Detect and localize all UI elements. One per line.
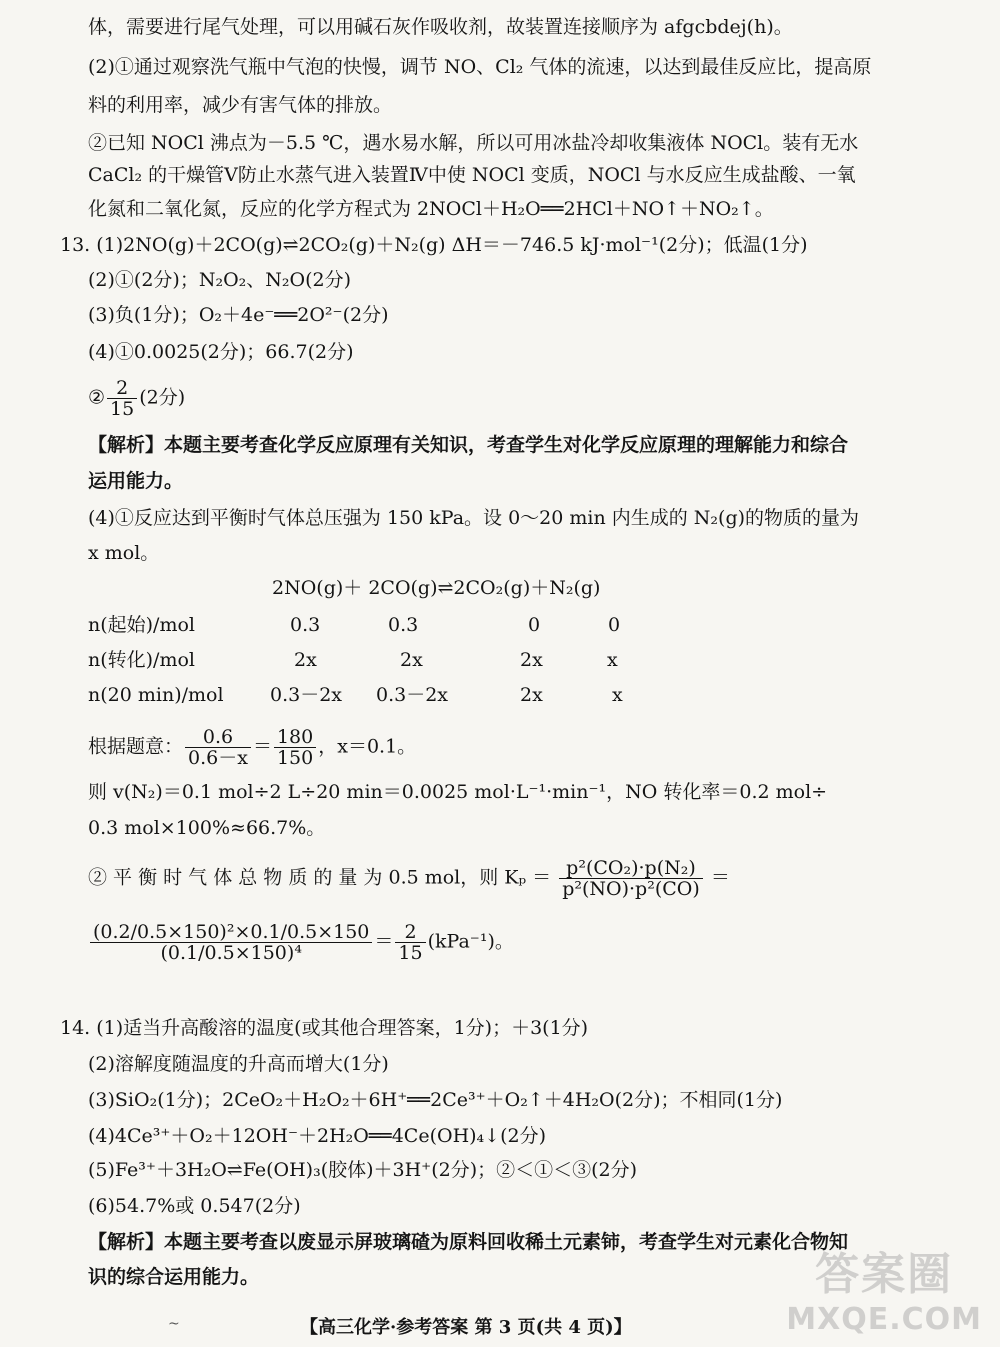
table-cell: x	[612, 684, 623, 706]
table-cell: 2x	[400, 649, 423, 671]
kp-line: ② 平 衡 时 气 体 总 物 质 的 量 为 0.5 mol，则 Kₚ ＝ $\frac{\text{p²(CO₂)·p(N₂)}}{\text{p²(NO)·p²(CO)}}$ ＝	[88, 857, 730, 900]
calc-line: 根据题意： $\frac{0.6}{0.6-x}$ ＝ $\frac{180}{150}$ ，x＝0.1。	[88, 726, 417, 769]
watermark-logo: 答案圈 MXQE.COM	[786, 1249, 982, 1337]
q14-answer-6: (6)54.7%或 0.547(2分)	[88, 1195, 301, 1217]
q13-answer-1: 13. (1)2NO(g)＋2CO(g)⇌2CO₂(g)＋N₂(g) ΔH＝－746.5 kJ·mol⁻¹(2分)；低温(1分)	[60, 234, 808, 256]
table-cell: 0	[528, 614, 541, 636]
analysis-heading: 【解析】本题主要考查化学反应原理有关知识，考查学生对化学反应原理的理解能力和综合	[88, 434, 849, 456]
row-label: n(起始)/mol	[88, 614, 195, 636]
analysis-heading: 【解析】本题主要考查以废显示屏玻璃碴为原料回收稀土元素铈，考查学生对元素化合物知	[88, 1231, 849, 1253]
text-line: 0.3 mol×100%≈66.7%。	[88, 817, 326, 839]
table-cell: 0.3－2x	[270, 684, 343, 706]
row-label: n(转化)/mol	[88, 649, 195, 671]
q13-answer-3: (3)负(1分)；O₂＋4e⁻══2O²⁻(2分)	[88, 304, 389, 326]
table-cell: 0.3	[290, 614, 321, 636]
q14-answer-5: (5)Fe³⁺＋3H₂O⇌Fe(OH)₃(胶体)＋3H⁺(2分)；②＜①＜③(2分)	[88, 1159, 638, 1181]
table-cell: 2x	[294, 649, 317, 671]
table-cell: x	[607, 649, 618, 671]
q13-answer-4: (4)①0.0025(2分)；66.7(2分)	[88, 341, 354, 363]
q13-answer-5: ② $\frac{2}{15}$ (2分)	[88, 377, 186, 420]
text-line: ②已知 NOCl 沸点为－5.5 ℃，遇水易水解，所以可用冰盐冷却收集液体 NOCl。装有无水	[88, 132, 859, 154]
analysis-heading: 识的综合运用能力。	[88, 1266, 260, 1288]
table-cell: 2x	[520, 649, 543, 671]
equilibrium-equation: 2NO(g)＋ 2CO(g)⇌2CO₂(g)＋N₂(g)	[272, 577, 601, 599]
q14-answer-3: (3)SiO₂(1分)；2CeO₂＋H₂O₂＋6H⁺══2Ce³⁺＋O₂↑＋4H₂O(2分)；不相同(1分)	[88, 1089, 783, 1111]
q14-answer-1: 14. (1)适当升高酸溶的温度(或其他合理答案，1分)；＋3(1分)	[60, 1017, 589, 1039]
text-line: (4)①反应达到平衡时气体总压强为 150 kPa。设 0～20 min 内生成的 N₂(g)的物质的量为	[88, 507, 860, 529]
table-cell: 0	[608, 614, 621, 636]
row-label: n(20 min)/mol	[88, 684, 224, 706]
q14-answer-2: (2)溶解度随温度的升高而增大(1分)	[88, 1053, 389, 1075]
text-line: CaCl₂ 的干燥管Ⅴ防止水蒸气进入装置Ⅳ中使 NOCl 变质，NOCl 与水反应生成盐酸、一氧	[88, 164, 856, 186]
text-line: 体，需要进行尾气处理，可以用碱石灰作吸收剂，故装置连接顺序为 afgcbdej(h)。	[88, 16, 793, 38]
q13-answer-2: (2)①(2分)；N₂O₂、N₂O(2分)	[88, 269, 351, 291]
page-footer: 【高三化学·参考答案 第 3 页(共 4 页)】	[300, 1317, 632, 1338]
table-cell: 0.3－2x	[376, 684, 449, 706]
text-line: 化氮和二氧化氮，反应的化学方程式为 2NOCl＋H₂O══2HCl＋NO↑＋NO₂↑。	[88, 198, 774, 220]
q14-answer-4: (4)4Ce³⁺＋O₂＋12OH⁻＋2H₂O══4Ce(OH)₄↓(2分)	[88, 1125, 546, 1147]
text-line: 料的利用率，减少有害气体的排放。	[88, 94, 393, 116]
analysis-heading: 运用能力。	[88, 470, 184, 492]
text-line: x mol。	[88, 542, 160, 564]
smudge-mark: ~	[168, 1316, 180, 1332]
text-line: (2)①通过观察洗气瓶中气泡的快慢，调节 NO、Cl₂ 气体的流速，以达到最佳反应比，提高原	[88, 56, 872, 78]
table-cell: 0.3	[388, 614, 419, 636]
kp-calc: $\frac{\text{(0.2/0.5×150)²×0.1/0.5×150}}{\text{(0.1/0.5×150)⁴}}$ ＝ $\frac{2}{15}$ (kPa⁻¹)。	[88, 922, 514, 963]
text-line: 则 v(N₂)＝0.1 mol÷2 L÷20 min＝0.0025 mol·L⁻¹·min⁻¹，NO 转化率＝0.2 mol÷	[88, 781, 828, 803]
table-cell: 2x	[520, 684, 543, 706]
